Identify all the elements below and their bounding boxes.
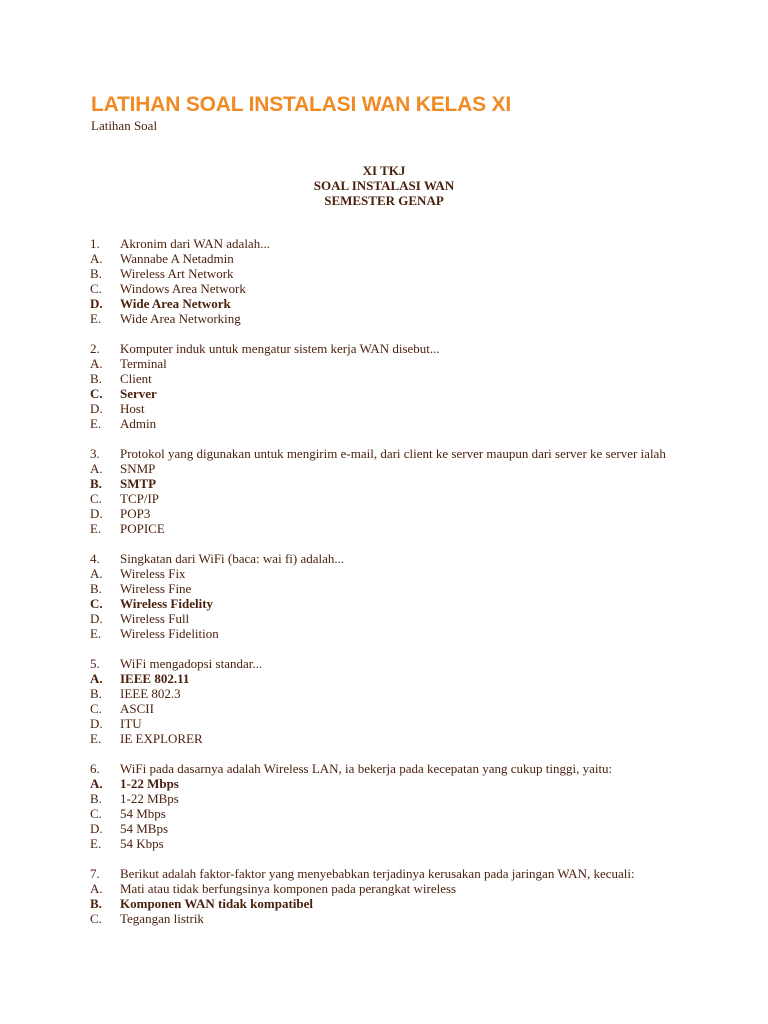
answer-option-correct <box>90 596 750 611</box>
question-text: WiFi mengadopsi standar... <box>120 656 263 671</box>
option-letter: B. <box>90 686 102 701</box>
question-number: 3. <box>90 446 100 461</box>
option-text: Wide Area Networking <box>120 311 241 326</box>
option-letter: D. <box>90 401 103 416</box>
heading-subject: SOAL INSTALASI WAN <box>313 178 455 193</box>
option-letter: B. <box>90 266 102 281</box>
option-text: TCP/IP <box>120 491 160 506</box>
answer-option <box>90 686 750 701</box>
answer-option <box>90 266 750 281</box>
option-text: Wireless Fix <box>120 566 186 581</box>
answer-option-correct <box>90 296 750 311</box>
option-letter: B. <box>90 476 102 491</box>
answer-option <box>90 611 750 626</box>
option-letter: C. <box>90 701 102 716</box>
answer-option <box>90 581 750 596</box>
question-list <box>90 236 750 941</box>
question-stem <box>90 341 750 356</box>
document-subtitle: Latihan Soal <box>91 118 158 133</box>
answer-option <box>90 731 750 746</box>
question-number: 2. <box>90 341 100 356</box>
option-text: 54 Kbps <box>120 836 164 851</box>
option-letter: C. <box>90 806 102 821</box>
question-stem <box>90 446 750 461</box>
option-letter: D. <box>90 296 103 311</box>
option-letter: B. <box>90 791 102 806</box>
option-letter: C. <box>90 911 102 926</box>
question-text: Singkatan dari WiFi (baca: wai fi) adalah... <box>120 551 345 566</box>
option-text: IEEE 802.3 <box>120 686 181 701</box>
question-7 <box>90 866 750 926</box>
question-5 <box>90 656 750 746</box>
answer-option <box>90 356 750 371</box>
answer-option <box>90 521 750 536</box>
question-stem <box>90 761 750 776</box>
option-letter: C. <box>90 281 102 296</box>
heading-semester: SEMESTER GENAP <box>324 193 444 208</box>
question-2 <box>90 341 750 431</box>
answer-option <box>90 401 750 416</box>
option-text: Client <box>120 371 152 386</box>
answer-option <box>90 701 750 716</box>
option-text: Server <box>120 386 157 401</box>
question-6 <box>90 761 750 851</box>
answer-option <box>90 311 750 326</box>
option-text: Wireless Fine <box>120 581 192 596</box>
option-letter: E. <box>90 836 102 851</box>
option-text: Wireless Fidelition <box>120 626 219 641</box>
option-letter: B. <box>90 581 102 596</box>
option-letter: C. <box>90 491 102 506</box>
option-letter: A. <box>90 461 103 476</box>
option-text: IEEE 802.11 <box>120 671 190 686</box>
answer-option-correct <box>90 476 750 491</box>
option-letter: A. <box>90 776 103 791</box>
option-letter: B. <box>90 896 102 911</box>
center-heading <box>0 163 768 208</box>
option-text: POPICE <box>120 521 165 536</box>
question-stem <box>90 866 750 881</box>
option-text: 54 MBps <box>120 821 169 836</box>
option-text: Tegangan listrik <box>120 911 204 926</box>
option-text: Terminal <box>120 356 167 371</box>
question-text: Akronim dari WAN adalah... <box>120 236 270 251</box>
option-text: Wide Area Network <box>120 296 231 311</box>
option-text: 54 Mbps <box>120 806 166 821</box>
question-number: 1. <box>90 236 100 251</box>
option-text: POP3 <box>120 506 151 521</box>
option-text: Wireless Fidelity <box>120 596 214 611</box>
answer-option <box>90 461 750 476</box>
option-letter: E. <box>90 626 102 641</box>
answer-option-correct <box>90 671 750 686</box>
option-letter: A. <box>90 356 103 371</box>
option-text: Host <box>120 401 145 416</box>
answer-option <box>90 791 750 806</box>
answer-option <box>90 626 750 641</box>
question-text: Protokol yang digunakan untuk mengirim e-mail, dari client ke server maupun dari server ke server ialah <box>120 446 666 461</box>
answer-option <box>90 491 750 506</box>
answer-option <box>90 836 750 851</box>
answer-option-correct <box>90 776 750 791</box>
option-letter: E. <box>90 521 102 536</box>
option-letter: D. <box>90 506 103 521</box>
answer-option <box>90 416 750 431</box>
option-letter: D. <box>90 821 103 836</box>
answer-option <box>90 281 750 296</box>
question-number: 5. <box>90 656 100 671</box>
answer-option <box>90 806 750 821</box>
question-1 <box>90 236 750 326</box>
question-text: Berikut adalah faktor-faktor yang menyebabkan terjadinya kerusakan pada jaringan WAN, kecuali: <box>120 866 635 881</box>
answer-option <box>90 911 750 926</box>
option-text: SNMP <box>120 461 156 476</box>
document-title: LATIHAN SOAL INSTALASI WAN KELAS XI <box>91 93 512 116</box>
option-letter: D. <box>90 716 103 731</box>
answer-option-correct <box>90 896 750 911</box>
question-text: WiFi pada dasarnya adalah Wireless LAN, ia bekerja pada kecepatan yang cukup tinggi, yaitu: <box>120 761 613 776</box>
option-letter: B. <box>90 371 102 386</box>
question-4 <box>90 551 750 641</box>
option-text: ASCII <box>120 701 154 716</box>
option-letter: E. <box>90 731 102 746</box>
option-text: 1-22 Mbps <box>120 776 179 791</box>
question-stem <box>90 236 750 251</box>
option-letter: A. <box>90 671 103 686</box>
question-stem <box>90 551 750 566</box>
option-text: IE EXPLORER <box>120 731 203 746</box>
answer-option <box>90 566 750 581</box>
answer-option <box>90 506 750 521</box>
answer-option <box>90 371 750 386</box>
question-3 <box>90 446 750 536</box>
option-letter: D. <box>90 611 103 626</box>
option-text: Komponen WAN tidak kompatibel <box>120 896 313 911</box>
option-text: Windows Area Network <box>120 281 246 296</box>
answer-option <box>90 881 750 896</box>
option-text: Admin <box>120 416 157 431</box>
answer-option <box>90 716 750 731</box>
question-number: 7. <box>90 866 100 881</box>
option-letter: A. <box>90 566 103 581</box>
question-stem <box>90 656 750 671</box>
option-letter: C. <box>90 386 103 401</box>
option-letter: E. <box>90 311 102 326</box>
option-text: Wannabe A Netadmin <box>120 251 234 266</box>
option-text: Wireless Art Network <box>120 266 234 281</box>
option-letter: A. <box>90 251 103 266</box>
heading-class: XI TKJ <box>362 163 406 178</box>
option-text: 1-22 MBps <box>120 791 179 806</box>
answer-option <box>90 821 750 836</box>
option-text: Mati atau tidak berfungsinya komponen pada perangkat wireless <box>120 881 457 896</box>
option-text: ITU <box>120 716 142 731</box>
question-number: 4. <box>90 551 100 566</box>
answer-option-correct <box>90 386 750 401</box>
option-letter: A. <box>90 881 103 896</box>
option-letter: E. <box>90 416 102 431</box>
question-number: 6. <box>90 761 100 776</box>
option-letter: C. <box>90 596 103 611</box>
question-text: Komputer induk untuk mengatur sistem kerja WAN disebut... <box>120 341 440 356</box>
answer-option <box>90 251 750 266</box>
option-text: SMTP <box>120 476 157 491</box>
option-text: Wireless Full <box>120 611 190 626</box>
